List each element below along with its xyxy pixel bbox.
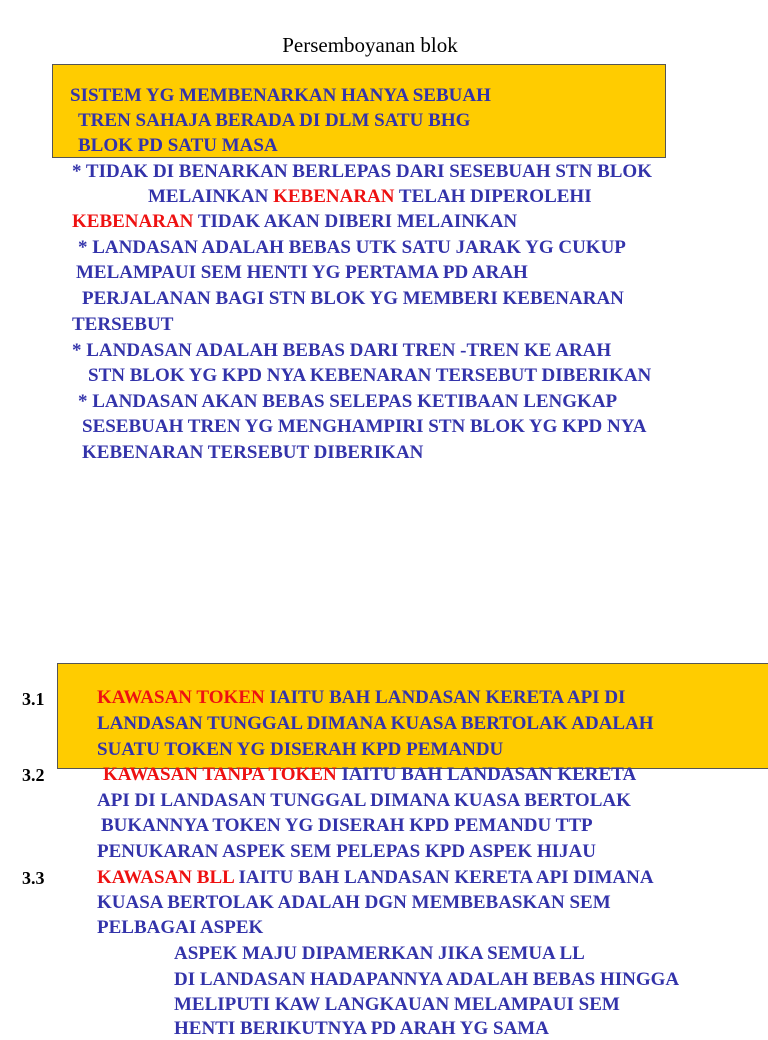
rule-line: KEBENARAN TIDAK AKAN DIBERI MELAINKAN bbox=[72, 211, 518, 232]
section-number: 3.1 bbox=[22, 689, 45, 709]
section-line: KAWASAN TOKEN IAITU BAH LANDASAN KERETA API DI bbox=[97, 687, 626, 708]
section-subline: MELIPUTI KAW LANGKAUAN MELAMPAUI SEM bbox=[174, 994, 620, 1015]
rule-line: STN BLOK YG KPD NYA KEBENARAN TERSEBUT DIBERIKAN bbox=[88, 365, 652, 386]
section-line: BUKANNYA TOKEN YG DISERAH KPD PEMANDU TTP bbox=[101, 815, 593, 836]
rule-line: SESEBUAH TREN YG MENGHAMPIRI STN BLOK YG KPD NYA bbox=[82, 416, 647, 437]
section-line: KUASA BERTOLAK ADALAH DGN MEMBEBASKAN SEM bbox=[97, 892, 611, 913]
section-line: SUATU TOKEN YG DISERAH KPD PEMANDU bbox=[97, 739, 504, 760]
section-number: 3.2 bbox=[22, 765, 45, 785]
section-line: API DI LANDASAN TUNGGAL DIMANA KUASA BERTOLAK bbox=[97, 790, 631, 811]
rule-line: * TIDAK DI BENARKAN BERLEPAS DARI SESEBUAH STN BLOK bbox=[72, 161, 652, 182]
rule-line: MELAMPAUI SEM HENTI YG PERTAMA PD ARAH bbox=[76, 262, 528, 283]
definition-line: BLOK PD SATU MASA bbox=[78, 135, 278, 156]
section-number: 3.3 bbox=[22, 868, 45, 888]
section-term: KAWASAN TANPA TOKEN bbox=[103, 764, 337, 785]
section-line: KAWASAN TANPA TOKEN IAITU BAH LANDASAN KERETA bbox=[103, 764, 637, 785]
section-line: PENUKARAN ASPEK SEM PELEPAS KPD ASPEK HIJAU bbox=[97, 841, 596, 862]
section-subline: ASPEK MAJU DIPAMERKAN JIKA SEMUA LL bbox=[174, 943, 585, 964]
rule-line: MELAINKAN KEBENARAN TELAH DIPEROLEHI bbox=[148, 186, 592, 207]
rule-line: TERSEBUT bbox=[72, 314, 174, 335]
rule-line: * LANDASAN AKAN BEBAS SELEPAS KETIBAAN LENGKAP bbox=[78, 391, 618, 412]
section-subline: HENTI BERIKUTNYA PD ARAH YG SAMA bbox=[174, 1018, 549, 1039]
section-term: KAWASAN BLL bbox=[97, 867, 234, 888]
section-line: LANDASAN TUNGGAL DIMANA KUASA BERTOLAK ADALAH bbox=[97, 713, 654, 734]
section-term: KAWASAN TOKEN bbox=[97, 687, 265, 708]
page-title: Persemboyanan blok bbox=[282, 33, 458, 57]
section-line: PELBAGAI ASPEK bbox=[97, 917, 264, 938]
highlighted-term: KEBENARAN bbox=[273, 186, 395, 207]
definition-line: TREN SAHAJA BERADA DI DLM SATU BHG bbox=[78, 110, 471, 131]
section-line: KAWASAN BLL IAITU BAH LANDASAN KERETA API DIMANA bbox=[97, 867, 654, 888]
rule-line: * LANDASAN ADALAH BEBAS UTK SATU JARAK YG CUKUP bbox=[78, 237, 626, 258]
rule-line: * LANDASAN ADALAH BEBAS DARI TREN -TREN KE ARAH bbox=[72, 340, 612, 361]
section-subline: DI LANDASAN HADAPANNYA ADALAH BEBAS HINGGA bbox=[174, 969, 680, 990]
definition-line: SISTEM YG MEMBENARKAN HANYA SEBUAH bbox=[70, 85, 491, 106]
rule-line: KEBENARAN TERSEBUT DIBERIKAN bbox=[82, 442, 424, 463]
rule-line: PERJALANAN BAGI STN BLOK YG MEMBERI KEBENARAN bbox=[82, 288, 624, 309]
highlighted-term: KEBENARAN bbox=[72, 211, 194, 232]
